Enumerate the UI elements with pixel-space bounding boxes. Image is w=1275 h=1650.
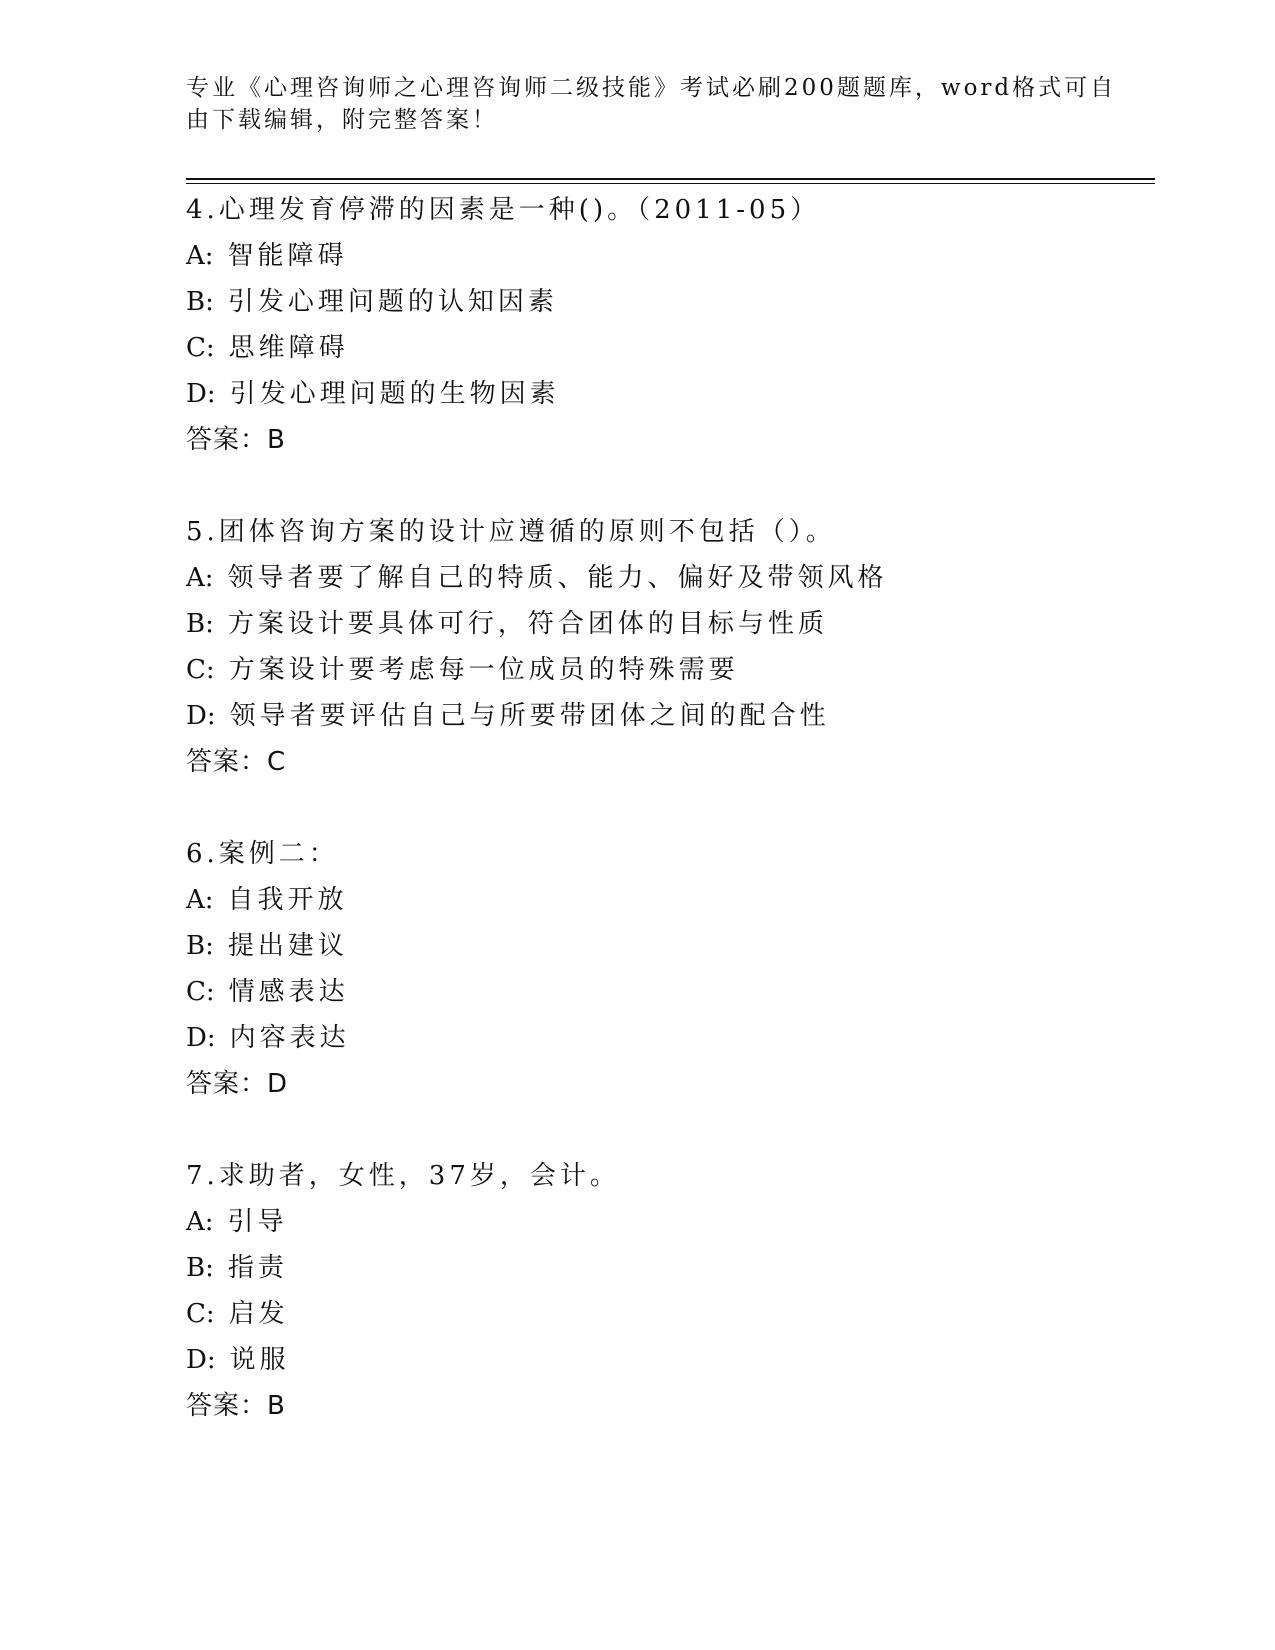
option-text: 说服: [229, 1345, 290, 1375]
option-c: [186, 325, 1146, 371]
option-text: 指责: [227, 1253, 288, 1283]
header-divider-thin: [186, 183, 1155, 184]
option-label: D:: [186, 1023, 216, 1053]
option-text: 自我开放: [227, 885, 348, 915]
header-divider-thick: [186, 178, 1155, 180]
option-text: 方案设计要考虑每一位成员的特殊需要: [228, 655, 739, 685]
option-text: 引导: [227, 1207, 288, 1237]
option-label: C:: [186, 1299, 215, 1329]
option-a: [186, 555, 1146, 601]
option-label: A:: [186, 885, 214, 915]
option-text: 智能障碍: [227, 241, 348, 271]
option-b: [186, 601, 1146, 647]
question-block: [186, 187, 1146, 463]
question-list: [186, 187, 1146, 1475]
option-c: [186, 647, 1146, 693]
option-label: C:: [186, 977, 215, 1007]
option-c: [186, 969, 1146, 1015]
option-label: A:: [186, 1207, 214, 1237]
option-d: [186, 371, 1146, 417]
question-block: [186, 831, 1146, 1107]
option-label: B:: [186, 1253, 214, 1283]
answer-line: 答案：C: [186, 747, 287, 777]
option-text: 提出建议: [227, 931, 348, 961]
option-label: A:: [186, 241, 214, 271]
option-label: D:: [186, 379, 216, 409]
question-block: [186, 1153, 1146, 1429]
question-stem: 4.心理发育停滞的因素是一种()。（2011-05）: [186, 195, 821, 225]
question-stem: 5.团体咨询方案的设计应遵循的原则不包括（）。: [186, 517, 836, 547]
question-block: [186, 509, 1146, 785]
option-a: [186, 877, 1146, 923]
answer-line: 答案：D: [186, 1069, 289, 1099]
option-d: [186, 1015, 1146, 1061]
option-text: 引发心理问题的认知因素: [227, 287, 558, 317]
header-line-1: 专业《心理咨询师之心理咨询师二级技能》考试必刷200题题库，word格式可自: [186, 75, 1117, 101]
option-a: [186, 233, 1146, 279]
option-label: B:: [186, 287, 214, 317]
option-label: A:: [186, 563, 214, 593]
question-stem: 7.求助者，女性，37岁，会计。: [186, 1161, 620, 1191]
answer-line: 答案：B: [186, 425, 286, 455]
option-d: [186, 1337, 1146, 1383]
option-text: 内容表达: [229, 1023, 350, 1053]
option-label: C:: [186, 655, 215, 685]
option-label: B:: [186, 931, 214, 961]
option-a: [186, 1199, 1146, 1245]
option-label: D:: [186, 1345, 216, 1375]
option-b: [186, 279, 1146, 325]
option-text: 启发: [228, 1299, 289, 1329]
option-d: [186, 693, 1146, 739]
option-text: 情感表达: [228, 977, 349, 1007]
question-stem: 6.案例二：: [186, 839, 339, 869]
option-label: C:: [186, 333, 215, 363]
option-text: 领导者要了解自己的特质、能力、偏好及带领风格: [227, 563, 888, 593]
option-c: [186, 1291, 1146, 1337]
option-text: 领导者要评估自己与所要带团体之间的配合性: [229, 701, 830, 731]
option-b: [186, 1245, 1146, 1291]
header-line-2: 由下载编辑，附完整答案！: [186, 107, 498, 133]
option-text: 方案设计要具体可行，符合团体的目标与性质: [227, 609, 828, 639]
answer-line: 答案：B: [186, 1391, 286, 1421]
document-header: [186, 72, 1117, 136]
option-text: 思维障碍: [228, 333, 349, 363]
option-label: B:: [186, 609, 214, 639]
option-label: D:: [186, 701, 216, 731]
option-text: 引发心理问题的生物因素: [229, 379, 560, 409]
option-b: [186, 923, 1146, 969]
